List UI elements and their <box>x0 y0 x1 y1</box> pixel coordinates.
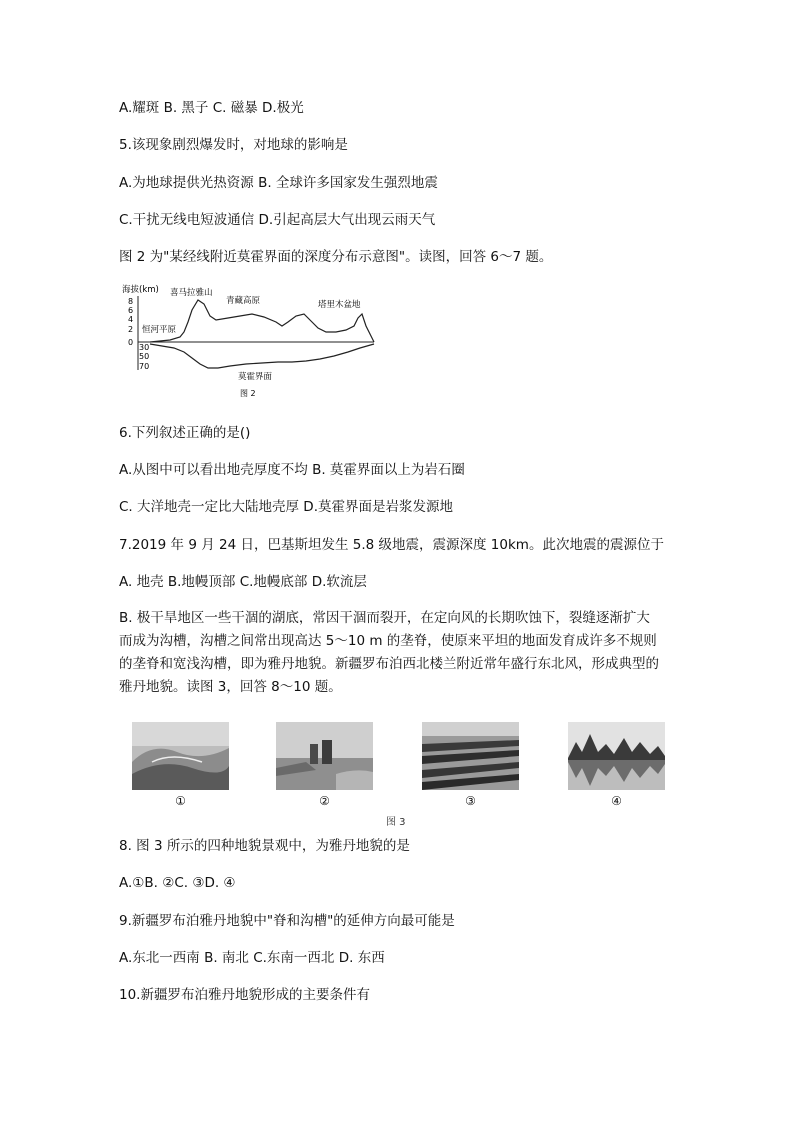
photo-4-karst <box>568 722 665 790</box>
tick-2: 2 <box>128 325 134 334</box>
photo-2-caption: ② <box>319 794 330 808</box>
q6-options-cd: C. 大洋地壳一定比大陆地壳厚 D.莫霍界面是岩浆发源地 <box>119 499 453 515</box>
passage-line-4: 雅丹地貌。读图 3，回答 8～10 题。 <box>119 679 342 695</box>
tick-50: 50 <box>139 352 150 361</box>
figure2-intro: 图 2 为"某经线附近莫霍界面的深度分布示意图"。读图，回答 6～7 题。 <box>119 249 553 265</box>
photo-2-coast <box>276 722 373 790</box>
q5-options-ab: A.为地球提供光热资源 B. 全球许多国家发生强烈地震 <box>119 175 438 191</box>
passage-line-3: 的垄脊和宽浅沟槽，即为雅丹地貌。新疆罗布泊西北楼兰附近常年盛行东北风，形成典型的 <box>119 656 659 672</box>
photo-1-caption: ① <box>175 794 186 808</box>
photo-1-dunes <box>132 722 229 790</box>
tick-8: 8 <box>128 297 134 306</box>
figure3-caption: 图 3 <box>386 817 406 828</box>
q7-stem: 7.2019 年 9 月 24 日，巴基斯坦发生 5.8 级地震，震源深度 10km。此次地震的震源位于 <box>119 537 664 553</box>
q6-options-ab: A.从图中可以看出地壳厚度不均 B. 莫霍界面以上为岩石圈 <box>119 462 465 478</box>
tick-70: 70 <box>139 362 150 371</box>
passage-line-1: B. 极干旱地区一些干涸的湖底，常因干涸而裂开，在定向风的长期吹蚀下，裂缝逐渐扩大 <box>119 610 650 626</box>
q8-stem: 8. 图 3 所示的四种地貌景观中，为雅丹地貌的是 <box>119 838 410 854</box>
figure2-moho-diagram <box>122 282 382 402</box>
yardang-passage <box>119 607 679 699</box>
tick-6: 6 <box>128 306 134 315</box>
tick-30: 30 <box>139 343 150 352</box>
q5-options-cd: C.干扰无线电短波通信 D.引起高层大气出现云雨天气 <box>119 212 436 228</box>
q7-options: A. 地壳 B.地幔顶部 C.地幔底部 D.软流层 <box>119 574 367 590</box>
label-plateau: 青藏高原 <box>226 296 261 306</box>
q5-stem: 5.该现象剧烈爆发时，对地球的影响是 <box>119 137 348 153</box>
tick-4: 4 <box>128 315 134 324</box>
q10-stem: 10.新疆罗布泊雅丹地貌形成的主要条件有 <box>119 987 370 1003</box>
q8-options: A.①B. ②C. ③D. ④ <box>119 875 236 891</box>
label-moho: 莫霍界面 <box>238 372 273 382</box>
photo-4-caption: ④ <box>611 794 622 808</box>
figure2-caption: 图 2 <box>240 389 256 398</box>
label-ganges: 恒河平原 <box>142 325 177 335</box>
q9-stem: 9.新疆罗布泊雅丹地貌中"脊和沟槽"的延伸方向最可能是 <box>119 913 455 929</box>
photo-3-caption: ③ <box>465 794 476 808</box>
label-tarim: 塔里木盆地 <box>318 300 361 310</box>
q6-stem: 6.下列叙述正确的是() <box>119 425 251 441</box>
tick-0: 0 <box>128 338 134 347</box>
figure2-svg <box>122 282 382 402</box>
photo-3-ridges <box>422 722 519 790</box>
figure2-moho-profile <box>150 344 374 368</box>
label-himalaya: 喜马拉雅山 <box>170 288 213 298</box>
passage-line-2: 而成为沟槽，沟槽之间常出现高达 5～10 m 的垄脊，使原来平坦的地面发育成许多不规则 <box>119 633 657 649</box>
figure2-ylabel: 海拔(km) <box>122 285 159 295</box>
q9-options: A.东北一西南 B. 南北 C.东南一西北 D. 东西 <box>119 950 385 966</box>
q4-options: A.耀斑 B. 黑子 C. 磁暴 D.极光 <box>119 100 304 116</box>
